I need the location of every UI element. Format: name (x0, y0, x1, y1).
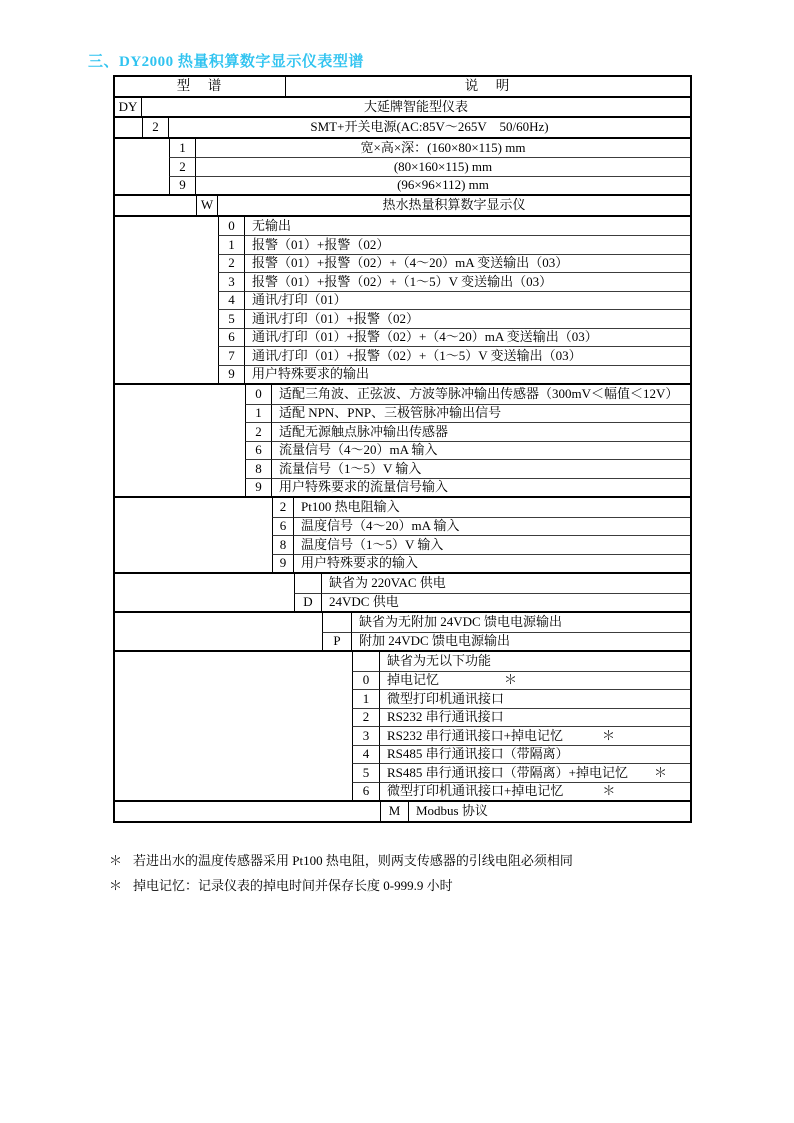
table-row (115, 498, 690, 517)
indent-spacer (115, 441, 245, 460)
table-row (115, 593, 690, 612)
model-code-cell: 5 (218, 309, 245, 328)
model-code-cell: 2 (169, 157, 196, 176)
indent-spacer (115, 404, 245, 423)
model-code-cell: 6 (352, 782, 380, 801)
code-position-group (115, 800, 690, 821)
model-code-cell: 2 (142, 118, 169, 137)
model-spectrum-table (113, 75, 692, 823)
footnote-marker: ＊ (109, 878, 123, 893)
indent-spacer (115, 802, 380, 821)
model-code-cell: 4 (352, 745, 380, 764)
model-code-cell: 8 (245, 459, 272, 478)
indent-spacer (115, 328, 218, 347)
row-description: 适配三角波、正弦波、方波等脉冲输出传感器（300mV＜幅值＜12V） (279, 386, 679, 402)
model-code-cell: 3 (218, 272, 245, 291)
model-code-cell: 6 (272, 517, 294, 536)
model-code-cell: 5 (352, 763, 380, 782)
row-description: 微型打印机通讯接口 (380, 689, 690, 708)
indent-spacer (115, 535, 272, 554)
indent-spacer (115, 459, 245, 478)
model-code-cell: 1 (218, 235, 245, 254)
code-position-group (115, 572, 690, 611)
code-position-group (115, 194, 690, 215)
model-code-cell: 9 (272, 554, 294, 573)
row-description: 温度信号（1～5）V 输入 (294, 535, 690, 554)
table-row (115, 708, 690, 727)
header-description: 说 明 (464, 78, 512, 94)
table-row (115, 365, 690, 384)
model-code-cell: 9 (169, 176, 196, 195)
model-code-cell: 2 (352, 708, 380, 727)
model-code-cell: 3 (352, 726, 380, 745)
indent-spacer (115, 118, 142, 137)
row-description: SMT+开关电源(AC:85V～265V 50/60Hz) (310, 119, 549, 135)
table-row (115, 404, 690, 423)
row-description: 报警（01）+报警（02）+（4～20）mA 变送输出（03） (245, 254, 690, 273)
table-row (115, 554, 690, 573)
table-row (115, 745, 690, 764)
row-description: 温度信号（4～20）mA 输入 (294, 517, 690, 536)
table-row (115, 478, 690, 497)
row-description: 缺省为无以下功能 (387, 653, 492, 669)
table-row (115, 632, 690, 651)
table-header-row (115, 77, 690, 96)
table-row (115, 671, 690, 690)
indent-spacer (115, 574, 294, 593)
table-row (115, 613, 690, 632)
table-row (115, 139, 690, 158)
row-description: 适配 NPN、PNP、三极管脉冲输出信号 (272, 404, 690, 423)
indent-spacer (115, 139, 169, 158)
indent-spacer (115, 157, 169, 176)
row-description: (96×96×112) mm (196, 176, 690, 195)
model-code-cell: 9 (218, 365, 245, 384)
code-position-group (115, 96, 690, 117)
indent-spacer (115, 745, 352, 764)
row-description: 报警（01）+报警（02）+（1～5）V 变送输出（03） (245, 272, 690, 291)
table-row (115, 652, 690, 671)
code-position-group (115, 137, 690, 195)
row-description: (80×160×115) mm (196, 157, 690, 176)
model-code-cell: 2 (218, 254, 245, 273)
table-row (115, 346, 690, 365)
row-description: 缺省为无附加 24VDC 馈电电源输出 (359, 614, 562, 630)
model-code-cell: 9 (245, 478, 272, 497)
row-description: Pt100 热电阻输入 (301, 499, 400, 515)
header-model-spectrum: 型 谱 (115, 77, 286, 96)
row-description: 用户特殊要求的输出 (245, 365, 690, 384)
indent-spacer (115, 652, 352, 671)
row-description: 适配无源触点脉冲输出传感器 (272, 422, 690, 441)
model-code-cell: 0 (245, 385, 272, 404)
model-code-cell: 8 (272, 535, 294, 554)
row-description: 缺省为 220VAC 供电 (329, 575, 446, 591)
footnote-text: 若进出水的温度传感器采用 Pt100 热电阻，则两支传感器的引线电阻必须相同 (133, 853, 573, 868)
model-code-cell: 7 (218, 346, 245, 365)
table-row (115, 309, 690, 328)
model-code-cell: M (380, 802, 409, 821)
model-code-cell: 1 (245, 404, 272, 423)
indent-spacer (115, 554, 272, 573)
indent-spacer (115, 593, 294, 612)
row-description: 报警（01）+报警（02） (245, 235, 690, 254)
indent-spacer (115, 254, 218, 273)
table-row (115, 517, 690, 536)
model-code-cell: 1 (169, 139, 196, 158)
indent-spacer (115, 346, 218, 365)
code-position-group (115, 383, 690, 496)
model-code-cell: W (196, 196, 218, 215)
table-row (115, 385, 690, 404)
model-code-cell (294, 574, 322, 593)
code-position-group (115, 496, 690, 572)
indent-spacer (115, 309, 218, 328)
code-position-group (115, 215, 690, 384)
footnote (109, 876, 453, 895)
model-code-cell: 6 (245, 441, 272, 460)
table-row (115, 441, 690, 460)
footnote-marker: ＊ (109, 853, 123, 868)
row-description: RS485 串行通讯接口（带隔离） (380, 745, 690, 764)
row-description: 用户特殊要求的输入 (294, 554, 690, 573)
row-description: 热水热量积算数字显示仪 (382, 197, 526, 213)
row-description: 通讯/打印（01）+报警（02）+（4～20）mA 变送输出（03） (245, 328, 690, 347)
row-description: 掉电记忆 ＊ (380, 671, 690, 690)
code-position-group (115, 116, 690, 137)
model-code-cell: 2 (245, 422, 272, 441)
model-code-cell: 0 (218, 217, 245, 236)
indent-spacer (115, 708, 352, 727)
table-row (115, 196, 690, 215)
row-description: 宽×高×深：(160×80×115) mm (360, 139, 526, 155)
footnote-text: 掉电记忆：记录仪表的掉电时间并保存长度 0-999.9 小时 (133, 878, 453, 893)
indent-spacer (115, 632, 322, 651)
row-description: 附加 24VDC 馈电电源输出 (352, 632, 690, 651)
model-code-cell: P (322, 632, 352, 651)
row-description: 流量信号（1～5）V 输入 (272, 459, 690, 478)
code-position-group (115, 650, 690, 800)
row-description: 通讯/打印（01）+报警（02） (245, 309, 690, 328)
indent-spacer (115, 385, 245, 404)
table-row (115, 328, 690, 347)
table-row (115, 574, 690, 593)
model-code-cell: 4 (218, 291, 245, 310)
indent-spacer (115, 478, 245, 497)
indent-spacer (115, 422, 245, 441)
table-row (115, 535, 690, 554)
table-row (115, 291, 690, 310)
indent-spacer (115, 726, 352, 745)
model-code-cell (322, 613, 352, 632)
indent-spacer (115, 291, 218, 310)
table-row (115, 254, 690, 273)
row-description: RS232 串行通讯接口 (380, 708, 690, 727)
model-code-cell: 2 (272, 498, 294, 517)
table-row (115, 763, 690, 782)
indent-spacer (115, 365, 218, 384)
table-row (115, 98, 690, 117)
row-description: 流量信号（4～20）mA 输入 (272, 441, 690, 460)
model-code-cell (352, 652, 380, 671)
indent-spacer (115, 498, 272, 517)
indent-spacer (115, 689, 352, 708)
indent-spacer (115, 176, 169, 195)
page-title: 三、DY2000 热量积算数字显示仪表型谱 (88, 54, 364, 70)
indent-spacer (115, 782, 352, 801)
row-description: 微型打印机通讯接口+掉电记忆 ＊ (380, 782, 690, 801)
row-description: 用户特殊要求的流量信号输入 (272, 478, 690, 497)
table-row (115, 217, 690, 236)
indent-spacer (115, 235, 218, 254)
row-description: Modbus 协议 (416, 803, 488, 819)
model-code-cell: 1 (352, 689, 380, 708)
table-row (115, 689, 690, 708)
table-row (115, 157, 690, 176)
table-row (115, 422, 690, 441)
row-description: 通讯/打印（01） (245, 291, 690, 310)
table-row (115, 176, 690, 195)
indent-spacer (115, 613, 322, 632)
table-row (115, 118, 690, 137)
indent-spacer (115, 272, 218, 291)
model-code-cell: 6 (218, 328, 245, 347)
table-row (115, 726, 690, 745)
indent-spacer (115, 671, 352, 690)
model-code-cell: D (294, 593, 322, 612)
table-row (115, 802, 690, 821)
indent-spacer (115, 217, 218, 236)
table-row (115, 782, 690, 801)
indent-spacer (115, 196, 196, 215)
row-description: RS485 串行通讯接口（带隔离）+掉电记忆 ＊ (380, 763, 690, 782)
model-code-cell: 0 (352, 671, 380, 690)
table-row (115, 459, 690, 478)
row-description: RS232 串行通讯接口+掉电记忆 ＊ (380, 726, 690, 745)
row-description: 通讯/打印（01）+报警（02）+（1～5）V 变送输出（03） (245, 346, 690, 365)
row-description: 无输出 (252, 217, 292, 233)
model-code-cell: DY (115, 98, 142, 117)
indent-spacer (115, 763, 352, 782)
indent-spacer (115, 517, 272, 536)
table-row (115, 272, 690, 291)
row-description: 24VDC 供电 (322, 593, 690, 612)
footnote (109, 851, 573, 870)
row-description: 大延牌智能型仪表 (363, 98, 468, 114)
table-row (115, 235, 690, 254)
code-position-group (115, 611, 690, 650)
